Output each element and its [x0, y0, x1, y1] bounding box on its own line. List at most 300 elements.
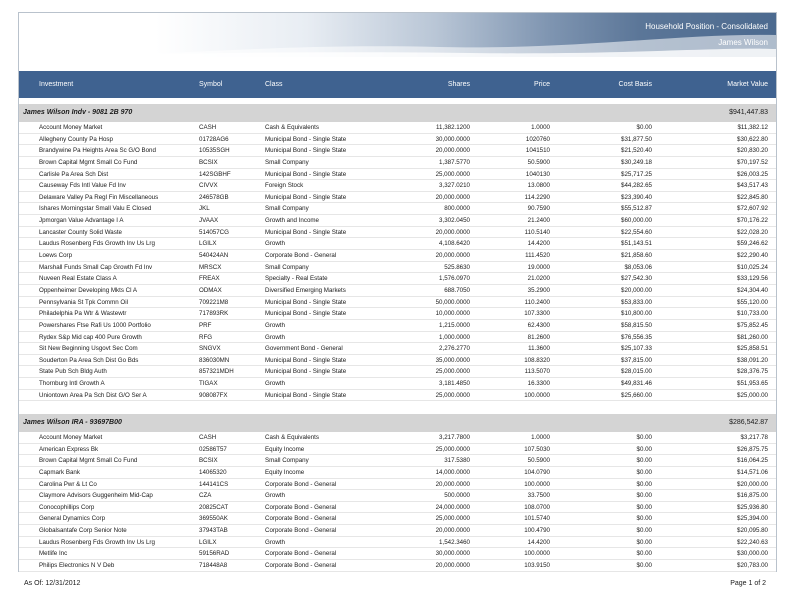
cost-basis-cell: $0.00: [636, 124, 652, 131]
symbol-cell: FREAX: [199, 275, 220, 283]
investment-cell: General Dynamics Corp: [39, 515, 106, 523]
price-cell: 110.2400: [524, 298, 550, 306]
column-price: Price: [534, 81, 550, 88]
column-class: Class: [265, 81, 283, 88]
table-row: [19, 467, 776, 479]
cost-basis-cell: $0.00: [636, 492, 652, 500]
symbol-cell: LGILX: [199, 240, 217, 248]
price-cell: 35.2900: [527, 286, 550, 294]
price-cell: 13.0800: [527, 182, 550, 190]
cost-basis-cell: $31,877.50: [621, 135, 652, 143]
class-cell: Corporate Bond - General: [265, 562, 337, 570]
shares-cell: 11,382.1200: [436, 124, 470, 131]
group-rows: [19, 122, 776, 401]
investment-cell: Philadelphia Pa Wtr & Wastewtr: [39, 310, 127, 318]
table-row: [19, 122, 776, 134]
market-value-cell: $25,936.80: [737, 503, 768, 511]
market-value-cell: $30,000.00: [737, 550, 768, 558]
table-row: [19, 444, 776, 456]
investment-cell: Pennsylvania St Tpk Commn Oil: [39, 298, 128, 306]
symbol-cell: MRSCX: [199, 263, 222, 271]
symbol-cell: 59156RAD: [199, 550, 230, 558]
cost-basis-cell: $0.00: [636, 562, 652, 570]
table-row: [19, 513, 776, 525]
shares-cell: 1,576.0970: [439, 275, 470, 283]
symbol-cell: 142SGBHF: [199, 170, 231, 178]
market-value-cell: $30,622.80: [737, 135, 768, 143]
investment-cell: Brown Capital Mgmt Small Co Fund: [39, 457, 138, 465]
shares-cell: 25,000.0000: [435, 391, 470, 399]
investment-cell: Account Money Market: [39, 434, 103, 441]
cost-basis-cell: $25,107.33: [621, 345, 652, 353]
investment-cell: Jpmorgan Value Advantage I A: [39, 217, 124, 225]
table-row: [19, 192, 776, 204]
market-value-cell: $14,571.06: [737, 468, 768, 476]
shares-cell: 25,000.0000: [435, 170, 470, 178]
cost-basis-cell: $0.00: [636, 434, 652, 441]
cost-basis-cell: $21,858.60: [621, 252, 652, 260]
shares-cell: 10,000.0000: [435, 310, 470, 318]
table-row: [19, 366, 776, 378]
symbol-cell: PRF: [199, 321, 212, 329]
price-cell: 11.3600: [528, 345, 550, 353]
shares-cell: 25,000.0000: [435, 445, 470, 453]
symbol-cell: SNGVX: [199, 345, 221, 353]
symbol-cell: BCSIX: [199, 158, 218, 166]
shares-cell: 317.5380: [444, 457, 470, 465]
class-cell: Government Bond - General: [265, 345, 343, 353]
shares-cell: 3,302.0450: [439, 217, 470, 225]
group-header: [19, 414, 776, 432]
investment-cell: Philips Electronics N V Deb: [39, 562, 115, 570]
shares-cell: 24,000.0000: [435, 503, 470, 511]
price-cell: 50.5900: [527, 457, 550, 465]
price-cell: 100.0000: [524, 391, 550, 399]
price-cell: 111.4520: [525, 252, 550, 260]
price-cell: 33.7500: [527, 492, 550, 500]
group-name: James Wilson IRA - 93697B00: [23, 419, 122, 426]
cost-basis-cell: $27,542.30: [621, 275, 652, 283]
table-row: [19, 238, 776, 250]
market-value-cell: $81,260.00: [737, 333, 768, 341]
price-cell: 1040130: [525, 170, 550, 178]
investment-cell: Capmark Bank: [39, 468, 80, 476]
investment-cell: Account Money Market: [39, 124, 103, 131]
symbol-cell: CIVVX: [199, 182, 218, 190]
shares-cell: 688.7050: [444, 286, 470, 294]
table-row: [19, 343, 776, 355]
symbol-cell: 10535SGH: [199, 147, 230, 155]
cost-basis-cell: $51,143.51: [621, 240, 652, 248]
table-row: [19, 285, 776, 297]
group-header: [19, 104, 776, 122]
table-row: [19, 215, 776, 227]
market-value-cell: $20,830.20: [737, 147, 768, 155]
table-row: [19, 560, 776, 572]
cost-basis-cell: $37,815.00: [621, 356, 652, 364]
symbol-cell: 37943TAB: [199, 527, 228, 535]
column-investment: Investment: [39, 81, 74, 88]
shares-cell: 35,000.0000: [435, 356, 470, 364]
market-value-cell: $72,607.92: [737, 205, 768, 213]
cost-basis-cell: $30,249.18: [621, 158, 652, 166]
class-cell: Growth and Income: [265, 217, 319, 225]
cost-basis-cell: $0.00: [636, 445, 652, 453]
price-cell: 1.0000: [531, 124, 550, 131]
symbol-cell: BCSIX: [199, 457, 218, 465]
price-cell: 108.0700: [524, 503, 550, 511]
investment-cell: Conocophillips Corp: [39, 503, 95, 511]
class-cell: Growth: [265, 240, 285, 248]
cost-basis-cell: $76,556.35: [621, 333, 652, 341]
price-cell: 100.4790: [524, 527, 550, 535]
class-cell: Municipal Bond - Single State: [265, 135, 347, 143]
banner-swoosh-graphic: [19, 13, 776, 57]
class-cell: Municipal Bond - Single State: [265, 147, 347, 155]
class-cell: Specialty - Real Estate: [265, 275, 328, 283]
market-value-cell: $10,025.24: [737, 263, 768, 271]
class-cell: Small Company: [265, 263, 309, 271]
column-cost-basis: Cost Basis: [618, 81, 652, 88]
class-cell: Municipal Bond - Single State: [265, 170, 347, 178]
market-value-cell: $25,858.51: [737, 345, 768, 353]
price-cell: 113.5070: [524, 368, 550, 376]
cost-basis-cell: $23,390.40: [621, 193, 652, 201]
price-cell: 100.0000: [524, 480, 550, 488]
table-row: [19, 180, 776, 192]
price-cell: 103.9150: [524, 562, 550, 570]
shares-cell: 500.0000: [444, 492, 470, 500]
price-cell: 14.4200: [527, 538, 550, 546]
group-total: $941,447.83: [729, 109, 768, 116]
shares-cell: 50,000.0000: [435, 298, 470, 306]
investment-cell: Claymore Advisors Guggenheim Mid-Cap: [39, 492, 153, 500]
cost-basis-cell: $44,282.65: [621, 182, 652, 190]
account-group-indv: [19, 104, 776, 401]
cost-basis-cell: $49,831.46: [621, 380, 652, 388]
investment-cell: Thornburg Intl Growth A: [39, 380, 105, 388]
investment-cell: Uniontown Area Pa Sch Dist G/O Ser A: [39, 391, 147, 399]
market-value-cell: $70,197.52: [737, 158, 768, 166]
shares-cell: 25,000.0000: [435, 515, 470, 523]
class-cell: Growth: [265, 380, 285, 388]
cost-basis-cell: $0.00: [636, 468, 652, 476]
class-cell: Growth: [265, 333, 285, 341]
class-cell: Growth: [265, 492, 285, 500]
investment-cell: Carolina Pwr & Lt Co: [39, 480, 97, 488]
table-row: [19, 378, 776, 390]
price-cell: 107.5030: [524, 445, 550, 453]
class-cell: Corporate Bond - General: [265, 252, 337, 260]
class-cell: Cash & Equivalents: [265, 124, 319, 131]
symbol-cell: 857321MDH: [199, 368, 234, 376]
investment-cell: Laudus Rosenberg Fds Growth Inv Us Lrg: [39, 240, 155, 248]
investment-cell: American Express Bk: [39, 445, 99, 453]
investment-cell: Causeway Fds Intl Value Fd Inv: [39, 182, 126, 190]
class-cell: Corporate Bond - General: [265, 480, 337, 488]
investment-cell: State Pub Sch Bldg Auth: [39, 368, 107, 376]
shares-cell: 14,000.0000: [435, 468, 470, 476]
cost-basis-cell: $55,512.87: [621, 205, 652, 213]
symbol-cell: LGILX: [199, 538, 217, 546]
market-value-cell: $75,852.45: [737, 321, 768, 329]
investment-cell: Powershares Ftse Rafi Us 1000 Portfolio: [39, 321, 151, 329]
table-row: [19, 134, 776, 146]
symbol-cell: CASH: [199, 434, 217, 441]
class-cell: Diversified Emerging Markets: [265, 286, 346, 294]
market-value-cell: $16,875.00: [737, 492, 768, 500]
cost-basis-cell: $8,053.06: [624, 263, 652, 271]
shares-cell: 25,000.0000: [435, 368, 470, 376]
market-value-cell: $33,129.56: [737, 275, 768, 283]
table-row: [19, 537, 776, 549]
report-banner: [19, 13, 776, 57]
symbol-cell: JKL: [199, 205, 210, 213]
shares-cell: 30,000.0000: [435, 135, 470, 143]
market-value-cell: $10,733.00: [737, 310, 768, 318]
table-row: [19, 525, 776, 537]
market-value-cell: $20,783.00: [737, 562, 768, 570]
market-value-cell: $59,246.62: [737, 240, 768, 248]
class-cell: Growth: [265, 321, 285, 329]
as-of-date: As Of: 12/31/2012: [24, 580, 81, 587]
price-cell: 114.2290: [524, 193, 550, 201]
shares-cell: 20,000.0000: [435, 147, 470, 155]
symbol-cell: 369550AK: [199, 515, 228, 523]
shares-cell: 2,276.2770: [439, 345, 470, 353]
investment-cell: Delaware Valley Pa Regl Fin Miscellaneous: [39, 193, 159, 201]
class-cell: Small Company: [265, 205, 309, 213]
market-value-cell: $3,217.78: [740, 434, 768, 441]
investment-cell: Brandywine Pa Heights Area Sc G/O Bond: [39, 147, 156, 155]
table-row: [19, 308, 776, 320]
market-value-cell: $22,028.20: [737, 228, 768, 236]
cost-basis-cell: $22,554.60: [621, 228, 652, 236]
shares-cell: 3,327.0210: [439, 182, 470, 190]
price-cell: 16.3300: [527, 380, 550, 388]
class-cell: Growth: [265, 538, 285, 546]
class-cell: Corporate Bond - General: [265, 515, 337, 523]
price-cell: 1020760: [525, 135, 550, 143]
market-value-cell: $22,240.63: [737, 538, 768, 546]
shares-cell: 20,000.0000: [435, 562, 470, 570]
price-cell: 110.5140: [524, 228, 550, 236]
symbol-cell: 718448A8: [199, 562, 228, 570]
shares-cell: 525.8630: [444, 263, 470, 271]
symbol-cell: 14065320: [199, 468, 227, 476]
table-row: [19, 250, 776, 262]
market-value-cell: $20,000.00: [737, 480, 768, 488]
market-value-cell: $16,064.25: [737, 457, 768, 465]
price-cell: 81.2600: [527, 333, 550, 341]
column-market-value: Market Value: [727, 81, 768, 88]
class-cell: Small Company: [265, 457, 309, 465]
class-cell: Municipal Bond - Single State: [265, 368, 347, 376]
shares-cell: 3,217.7800: [439, 434, 470, 441]
price-cell: 1041510: [525, 147, 550, 155]
price-cell: 19.0000: [527, 263, 550, 271]
price-cell: 104.0790: [524, 468, 550, 476]
price-cell: 1.0000: [531, 434, 550, 441]
cost-basis-cell: $0.00: [636, 457, 652, 465]
symbol-cell: 709221M8: [199, 298, 229, 306]
symbol-cell: 02586T57: [199, 445, 227, 453]
price-cell: 108.8320: [524, 356, 550, 364]
class-cell: Cash & Equivalents: [265, 434, 319, 441]
class-cell: Equity Income: [265, 445, 305, 453]
cost-basis-cell: $0.00: [636, 515, 652, 523]
class-cell: Municipal Bond - Single State: [265, 193, 347, 201]
table-row: [19, 502, 776, 514]
shares-cell: 3,181.4850: [439, 380, 470, 388]
market-value-cell: $26,003.25: [737, 170, 768, 178]
cost-basis-cell: $25,717.25: [621, 170, 652, 178]
cost-basis-cell: $58,815.50: [621, 321, 652, 329]
market-value-cell: $11,382.12: [737, 124, 768, 131]
market-value-cell: $28,376.75: [737, 368, 768, 376]
investment-cell: Nuveen Real Estate Class A: [39, 275, 117, 283]
class-cell: Foreign Stock: [265, 182, 304, 190]
class-cell: Municipal Bond - Single State: [265, 228, 347, 236]
symbol-cell: JVAAX: [199, 217, 219, 225]
group-rows: [19, 432, 776, 572]
shares-cell: 30,000.0000: [435, 550, 470, 558]
table-row: [19, 297, 776, 309]
shares-cell: 4,108.6420: [439, 240, 470, 248]
cost-basis-cell: $21,520.40: [621, 147, 652, 155]
shares-cell: 20,000.0000: [435, 480, 470, 488]
table-row: [19, 320, 776, 332]
market-value-cell: $51,953.65: [737, 380, 768, 388]
table-row: [19, 273, 776, 285]
cost-basis-cell: $25,660.00: [621, 391, 652, 399]
investment-cell: Ishares Morningstar Small Valu E Closed: [39, 205, 152, 213]
table-row: [19, 262, 776, 274]
class-cell: Corporate Bond - General: [265, 527, 337, 535]
class-cell: Small Company: [265, 158, 309, 166]
market-value-cell: $70,176.22: [737, 217, 768, 225]
shares-cell: 20,000.0000: [435, 193, 470, 201]
cost-basis-cell: $28,015.00: [621, 368, 652, 376]
symbol-cell: 540424AN: [199, 252, 229, 260]
cost-basis-cell: $0.00: [636, 503, 652, 511]
symbol-cell: 144141CS: [199, 480, 229, 488]
investment-cell: Brown Capital Mgmt Small Co Fund: [39, 158, 138, 166]
symbol-cell: ODMAX: [199, 286, 222, 294]
symbol-cell: RFG: [199, 333, 213, 341]
market-value-cell: $24,304.40: [737, 286, 768, 294]
price-cell: 50.5900: [527, 158, 550, 166]
shares-cell: 800.0000: [444, 205, 470, 213]
investment-cell: Allegheny County Pa Hosp: [39, 135, 113, 143]
symbol-cell: 836030MN: [199, 356, 230, 364]
class-cell: Municipal Bond - Single State: [265, 391, 347, 399]
table-row: [19, 355, 776, 367]
price-cell: 100.0000: [524, 550, 550, 558]
price-cell: 14.4200: [527, 240, 550, 248]
group-total: $286,542.87: [729, 419, 768, 426]
investment-cell: Loews Corp: [39, 252, 73, 260]
report-title: Household Position - Consolidated: [645, 22, 768, 31]
shares-cell: 20,000.0000: [435, 252, 470, 260]
table-row: [19, 548, 776, 560]
market-value-cell: $22,845.80: [737, 193, 768, 201]
shares-cell: 1,542.3460: [439, 538, 470, 546]
class-cell: Municipal Bond - Single State: [265, 298, 347, 306]
table-row: [19, 332, 776, 344]
market-value-cell: $25,000.00: [737, 391, 768, 399]
symbol-cell: CZA: [199, 492, 212, 500]
cost-basis-cell: $0.00: [636, 527, 652, 535]
report-page: [18, 12, 777, 572]
column-shares: Shares: [447, 81, 470, 88]
group-name: James Wilson Indv - 9081 2B 970: [23, 109, 133, 116]
cost-basis-cell: $53,833.00: [621, 298, 652, 306]
investment-cell: Souderton Pa Area Sch Dist Go Bds: [39, 356, 139, 364]
table-row: [19, 145, 776, 157]
symbol-cell: 514057CG: [199, 228, 229, 236]
cost-basis-cell: $10,800.00: [621, 310, 652, 318]
table-row: [19, 157, 776, 169]
symbol-cell: 246578GB: [199, 193, 229, 201]
cost-basis-cell: $0.00: [636, 538, 652, 546]
page-number: Page 1 of 2: [730, 580, 766, 587]
market-value-cell: $20,095.80: [737, 527, 768, 535]
investment-cell: Laudus Rosenberg Fds Growth Inv Us Lrg: [39, 538, 155, 546]
cost-basis-cell: $0.00: [636, 550, 652, 558]
class-cell: Municipal Bond - Single State: [265, 310, 347, 318]
symbol-cell: 20825CAT: [199, 503, 229, 511]
account-group-ira: [19, 414, 776, 572]
market-value-cell: $55,120.00: [737, 298, 768, 306]
market-value-cell: $22,290.40: [737, 252, 768, 260]
market-value-cell: $26,875.75: [737, 445, 768, 453]
price-cell: 107.3300: [524, 310, 550, 318]
investment-cell: Oppenheimer Developing Mkts Cl A: [39, 286, 138, 294]
cost-basis-cell: $0.00: [636, 480, 652, 488]
investment-cell: Lancaster County Solid Waste: [39, 228, 122, 236]
shares-cell: 1,215.0000: [439, 321, 470, 329]
symbol-cell: 717893RK: [199, 310, 229, 318]
symbol-cell: 908087FX: [199, 391, 228, 399]
symbol-cell: CASH: [199, 124, 217, 131]
class-cell: Corporate Bond - General: [265, 503, 337, 511]
investment-cell: Carlisle Pa Area Sch Dist: [39, 170, 109, 178]
table-row: [19, 490, 776, 502]
table-row: [19, 432, 776, 444]
symbol-cell: TIGAX: [199, 380, 218, 388]
shares-cell: 1,000.0000: [439, 333, 470, 341]
price-cell: 90.7590: [527, 205, 550, 213]
table-row: [19, 227, 776, 239]
price-cell: 21.2400: [527, 217, 550, 225]
investment-cell: Metlife Inc: [39, 550, 68, 558]
shares-cell: 20,000.0000: [435, 228, 470, 236]
price-cell: 62.4300: [527, 321, 550, 329]
table-row: [19, 390, 776, 402]
shares-cell: 20,000.0000: [435, 527, 470, 535]
class-cell: Equity Income: [265, 468, 305, 476]
cost-basis-cell: $60,000.00: [621, 217, 652, 225]
price-cell: 21.0200: [527, 275, 550, 283]
symbol-cell: 01728AG6: [199, 135, 229, 143]
table-column-header: [19, 71, 776, 98]
investment-cell: Marshall Funds Small Cap Growth Fd Inv: [39, 263, 153, 271]
table-row: [19, 203, 776, 215]
investment-cell: Rydex S&p Mid cap 400 Pure Growth: [39, 333, 142, 341]
table-row: [19, 169, 776, 181]
market-value-cell: $25,394.00: [737, 515, 768, 523]
